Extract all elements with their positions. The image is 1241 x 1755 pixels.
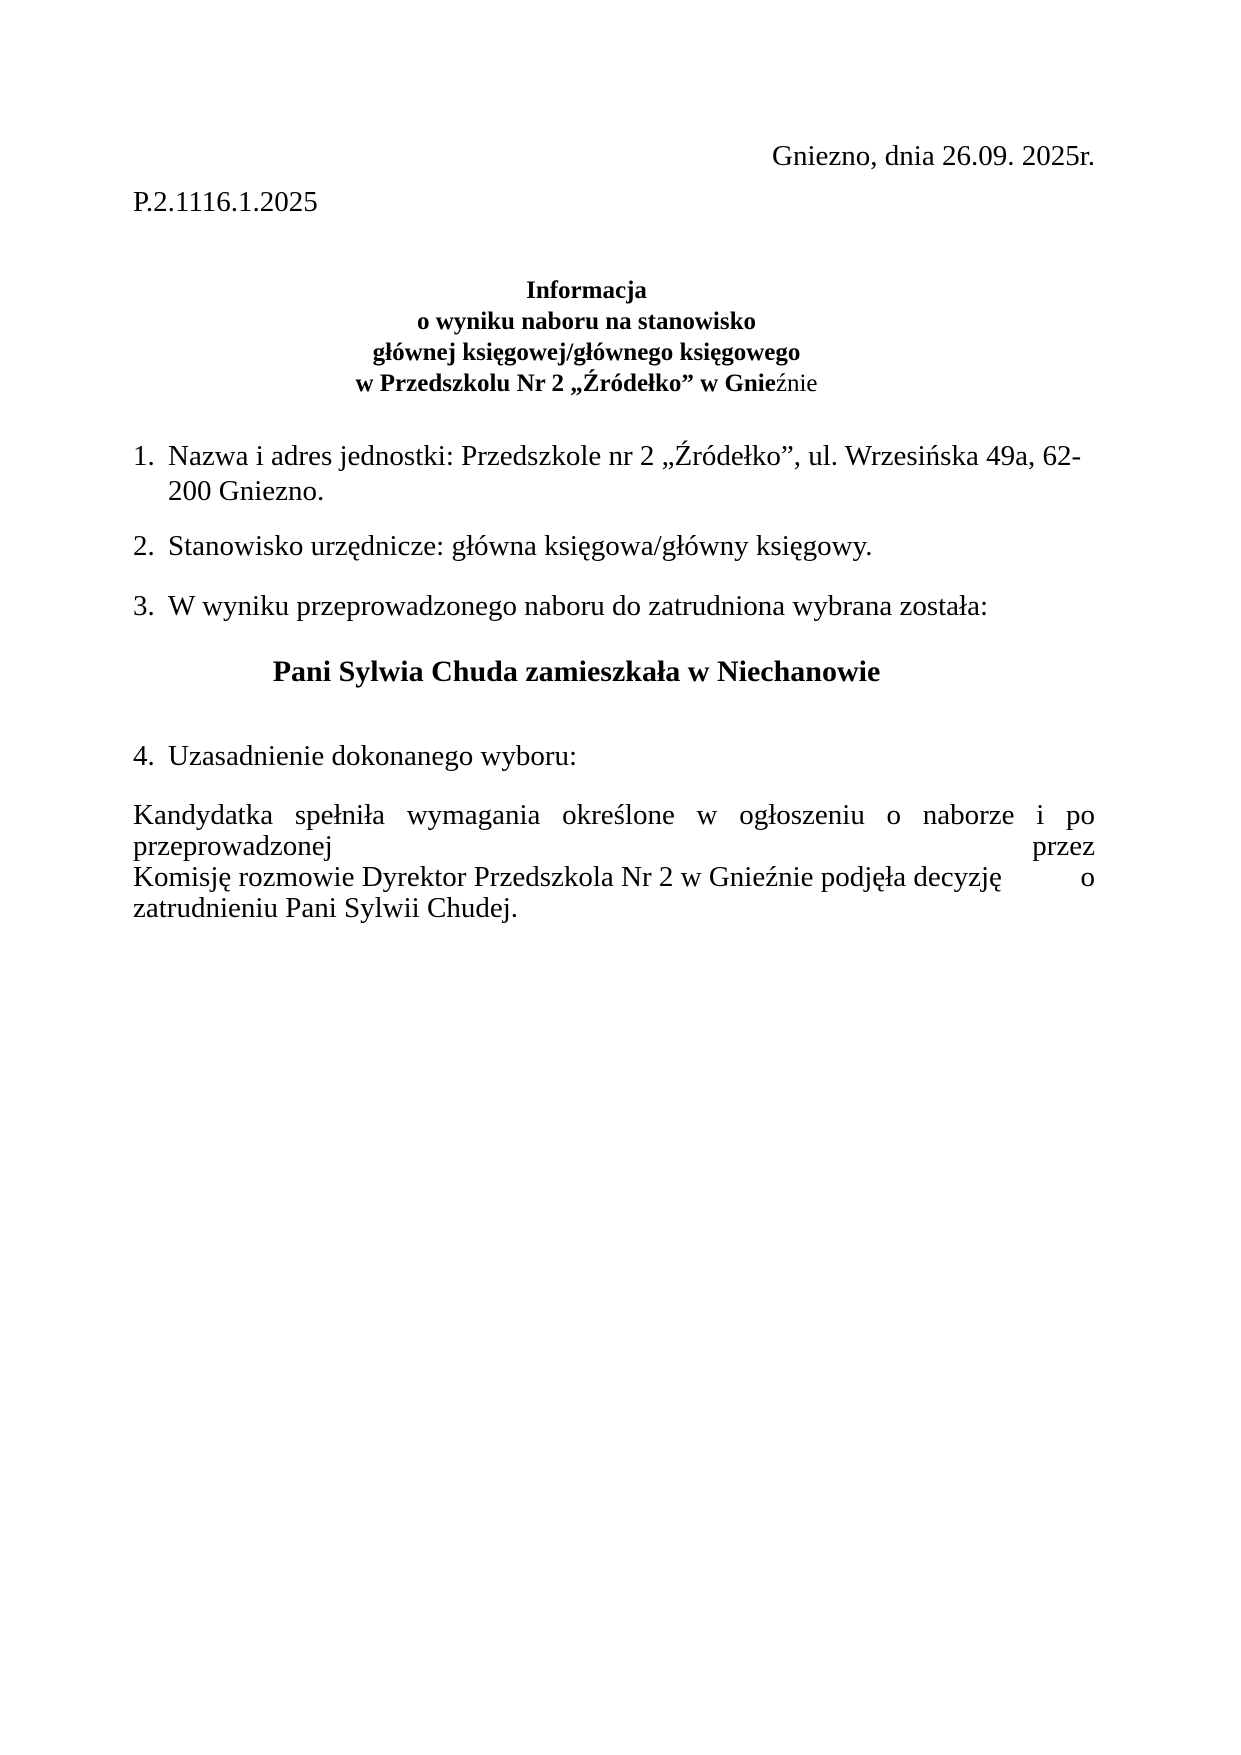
justification-line-2-right: o — [1080, 861, 1095, 893]
list-item-4-text: Uzasadnienie dokonanego wyboru: — [168, 740, 578, 772]
document-date: Gniezno, dnia 26.09. 2025r. — [772, 140, 1095, 172]
list-item-2 — [133, 529, 1095, 564]
list-item-3-text: W wyniku przeprowadzonego naboru do zatrudniona wybrana została: — [168, 590, 989, 622]
list-item-3-number: 3. — [133, 590, 155, 622]
reference-number: P.2.1116.1.2025 — [133, 186, 318, 218]
list-item-4 — [133, 739, 1095, 774]
list-item-1-text: Nazwa i adres jednostki: Przedszkole nr 2 „Źródełko”, ul. Wrzesińska 49a, 62-200 Gniezno. — [168, 440, 1082, 507]
title-line-3: głównej księgowej/głównego księgowego — [372, 339, 801, 366]
justification-line-2-left: Komisję rozmowie Dyrektor Przedszkola Nr 2 w Gnieźnie podjęła decyzję — [133, 861, 1002, 893]
list-item-4-number: 4. — [133, 740, 155, 772]
list-item-1-number: 1. — [133, 440, 155, 472]
justification-line-3: zatrudnieniu Pani Sylwii Chudej. — [133, 892, 519, 924]
list-item-2-text: Stanowisko urzędnicze: główna księgowa/główny księgowy. — [168, 530, 873, 562]
justification-line-1: Kandydatka spełniła wymagania określone w ogłoszeniu o naborze i po przeprowadzonej przez — [133, 799, 1095, 862]
title-line-2: o wyniku naboru na stanowisko — [416, 308, 756, 335]
list-item-3 — [133, 589, 1095, 624]
selected-candidate-name: Pani Sylwia Chuda zamieszkała w Niechanowie — [272, 655, 881, 688]
title-line-4-bold: w Przedszkolu Nr 2 „Źródełko” w Gnie — [355, 370, 776, 397]
justification-line-2 — [133, 862, 1095, 893]
title-line-4-regular: źnie — [775, 370, 818, 397]
list-item-1 — [133, 439, 1095, 509]
title-line-4 — [133, 368, 1040, 399]
title-line-1: Informacja — [526, 277, 647, 304]
document-title — [133, 275, 1095, 399]
justification-paragraph — [133, 800, 1095, 924]
list-item-2-number: 2. — [133, 530, 155, 562]
